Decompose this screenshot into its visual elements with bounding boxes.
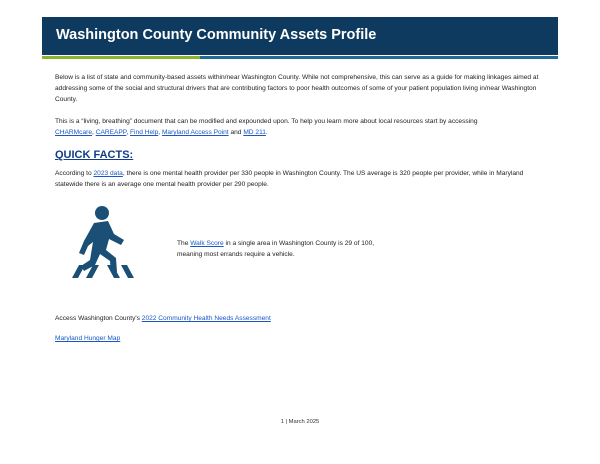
walk-prefix: The [177,240,191,247]
walk-line-2: meaning most errands require a vehicle. [177,251,295,258]
page-footer: 1 | March 2025 [280,419,320,425]
find-help-link[interactable]: Find Help [130,129,159,136]
walk-line-1: in a single area in Washington County is 29 of 100, [223,240,375,247]
charmcare-link[interactable]: CHARMcare [55,129,93,136]
page-title: Washington County Community Assets Profile [56,27,377,43]
maryland-access-point-link[interactable]: Maryland Access Point [161,129,229,136]
mental-health-fact [55,168,550,190]
maryland-hunger-map-link[interactable]: Maryland Hunger Map [55,335,121,342]
careapp-link[interactable]: CAREAPP [95,129,127,136]
and-text: and [228,129,244,136]
title-banner [42,17,558,55]
separator: , [126,129,131,136]
chna-link[interactable]: 2022 Community Health Needs Assessment [141,315,271,322]
hunger-map-paragraph [55,333,550,344]
living-document-paragraph [55,116,550,138]
2023-data-link[interactable]: 2023 data [93,170,123,177]
md-211-link[interactable]: MD 211 [243,129,266,136]
chna-paragraph [55,313,550,324]
separator: , [92,129,96,136]
separator: , [158,129,162,136]
accent-rule-green [42,56,200,59]
living-text: This is a “living, breathing” document that can be modified and expounded upon. To help you learn more about local resources start by accessing [55,118,478,125]
accent-rule-blue [200,56,558,59]
pedestrian-crossing-icon [60,204,150,284]
period: . [265,129,268,136]
fact-text: , there is one mental health provider per 330 people in Washington County. The US average is 320 people per provider, while in Maryland statewide there is an average one mental health provider per 290 people. [55,170,524,188]
intro-paragraph: Below is a list of state and community-based assets within/near Washington County. While not comprehensive, this can serve as a guide for making linkages aimed at addressing some of the social and structural drivers that are contributing factors to poor health outcomes of some of your patient population living in/near Washington County. [55,74,539,103]
walk-score-fact [177,238,477,260]
quick-facts-heading: QUICK FACTS: [55,149,134,161]
fact-prefix: According to [55,170,94,177]
access-prefix: Access Washington County's [55,315,142,322]
walk-score-link[interactable]: Walk Score [190,240,224,247]
